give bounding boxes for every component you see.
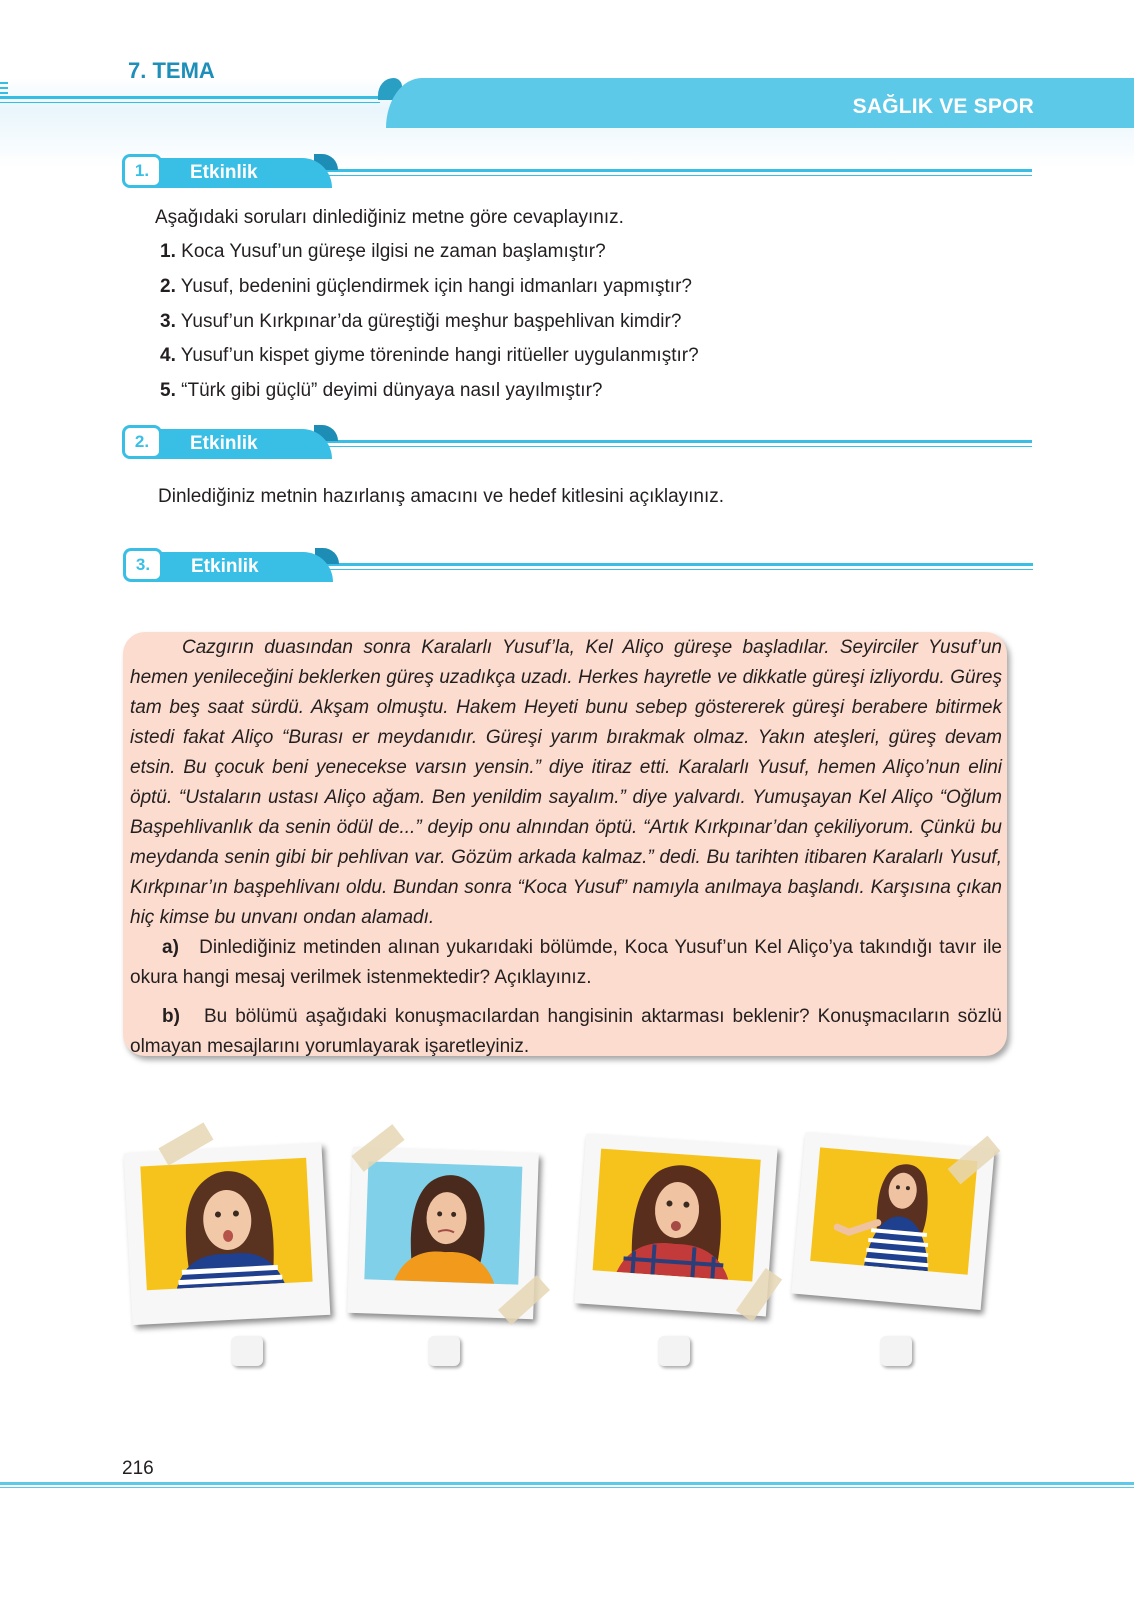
photo-image: [140, 1158, 312, 1291]
theme-title: SAĞLIK VE SPOR: [852, 95, 1034, 118]
question-4: 4. Yusuf’un kispet giyme töreninde hangi ritüeller uygulanmıştır?: [160, 345, 699, 366]
activity-2-text: Dinlediğiniz metnin hazırlanış amacını ve hedef kitlesini açıklayınız.: [158, 486, 725, 507]
activity-2-header: [122, 425, 1032, 461]
activity-label: Etkinlik: [190, 162, 258, 183]
answer-checkbox-2[interactable]: [428, 1336, 460, 1366]
answer-checkbox-3[interactable]: [658, 1336, 690, 1366]
question-1: 1. Koca Yusuf’un güreşe ilgisi ne zaman başlamıştır?: [160, 241, 606, 262]
activity-number: 1.: [122, 154, 162, 188]
passage-text: Cazgırın duasından sonra Karalarlı Yusuf’la, Kel Aliço güreşe başladılar. Seyirciler Yusuf’un hemen yenileceğini beklerken güreş uzadıkça uzadı. Herkes hayretle ve dikkatle güreşi izliyordu. Güreş tam beş saat sürdü. Akşam olmuştu. Hakem Heyeti bunu sebep göstererek güreşi berabere bitirmek istedi fakat Aliço “Burası er meydanıdır. Güreşi yarım bırakmak olmaz. Yakın ateşleri, güreş devam etsin. Bu çocuk beni yenecekse varsın yensin.” diye itiraz etti. Karalarlı Yusuf, hemen Aliço’nun elini öptü. “Ustaların ustası Aliço ağam. Ben yenildim sayalım.” diye yalvardı. Yumuşayan Kel Aliço “Oğlum Başpehlivanlık da senin ödül de...” deyip onu alnından öptü. “Artık Kırkpınar’dan çekiliyorum. Çünkü bu meydanda senin gibi bir pehlivan var. Gözüm arkada kalmaz.” dedi. Bu tarihten itibaren Karalarlı Yusuf, Kırkpınar’ın başpehlivanı oldu. Bundan sonra “Koca Yusuf” namıyla anılmaya başlandı. Karşısına çıkan hiç kimse bu unvanı ondan alamadı.: [130, 637, 1002, 928]
divider-line-thin: [322, 175, 1032, 176]
divider-line-thin: [322, 446, 1032, 447]
divider-line: [323, 563, 1033, 566]
header-edge-marks: [0, 82, 8, 97]
answer-checkbox-4[interactable]: [880, 1336, 912, 1366]
question-5: 5. “Türk gibi güçlü” deyimi dünyaya nasıl yayılmıştır?: [160, 380, 603, 401]
woman-surprised-illustration: [140, 1158, 312, 1291]
footer-line-thin: [0, 1487, 1134, 1488]
page-number: 216: [122, 1458, 154, 1479]
speaker-photo-2: [347, 1147, 539, 1319]
speaker-photo-1: [124, 1143, 331, 1325]
divider-line: [322, 169, 1032, 172]
activity-1-header: [122, 154, 1032, 190]
header-line-thin: [0, 102, 380, 103]
divider-line-thin: [323, 569, 1033, 570]
question-2: 2. Yusuf, bedenini güçlendirmek için hangi idmanları yapmıştır?: [160, 276, 692, 297]
answer-checkbox-1[interactable]: [231, 1336, 263, 1366]
activity-3-header: [123, 548, 1033, 584]
activity-label: Etkinlik: [190, 433, 258, 454]
speaker-photo-3: [574, 1134, 777, 1317]
photo-image: [593, 1149, 761, 1282]
theme-number: 7. TEMA: [128, 58, 215, 83]
activity-number: 2.: [122, 425, 162, 459]
divider-line: [322, 440, 1032, 443]
footer-line: [0, 1482, 1134, 1485]
question-3: 3. Yusuf’un Kırkpınar’da güreştiği meşhur başpehlivan kimdir?: [160, 311, 682, 332]
question-a: a) Dinlediğiniz metinden alınan yukarıdaki bölümde, Koca Yusuf’un Kel Aliço’ya takındığı tavır ile okura hangi mesaj verilmek istenmektedir? Açıklayınız.: [130, 937, 1002, 988]
woman-doubtful-illustration: [364, 1161, 522, 1284]
activity-number: 3.: [123, 548, 163, 582]
question-b: b) Bu bölümü aşağıdaki konuşmacılardan hangisinin aktarması beklenir? Konuşmacıların sözlü olmayan mesajlarını yorumlayarak işaretleyiniz.: [130, 1006, 1002, 1057]
header-line: [0, 96, 380, 99]
activity-1-intro: Aşağıdaki soruları dinlediğiniz metne göre cevaplayınız.: [155, 207, 624, 228]
activity-label: Etkinlik: [191, 556, 259, 577]
woman-shocked-illustration: [593, 1149, 761, 1282]
photo-image: [364, 1161, 522, 1284]
